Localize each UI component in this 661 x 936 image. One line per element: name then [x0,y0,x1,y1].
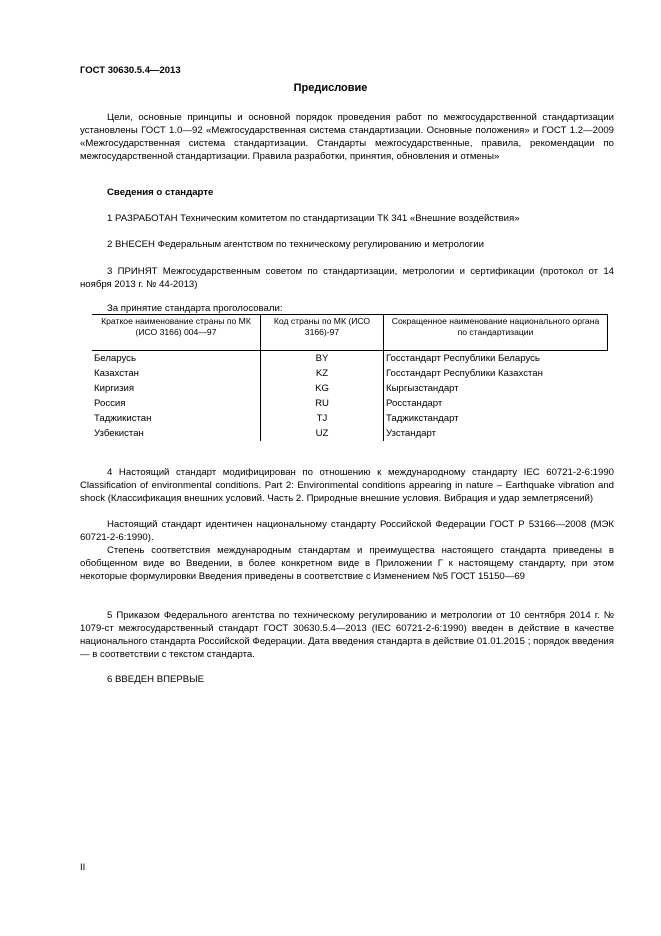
item-conformity: Степень соответствия международным стандартам и преимущества настоящего стандарта приведены в обобщенном виде во Введении, в более конкретном виде в Приложении Г к настоящему стандарту, при этом некоторые формулировки Введения приведены в соответствие с Изменением №5 ГОСТ 15150—69 [80,545,614,582]
table-header-row [92,315,608,351]
item-adopted: 3 ПРИНЯТ Межгосударственным советом по стандартизации, метрологии и сертификации (протокол от 14 ноября 2013 г. № 44-2013) [80,266,614,290]
table-row [92,411,608,426]
item-order: 5 Приказом Федерального агентства по техническому регулированию и метрологии от 10 сентября 2014 г. № 1079-ст межгосударственный стандарт ГОСТ 30630.5.4—2013 (IEC 60721-2-6:1990) введен в действие в качестве национального стандарта Российской Федерации. Дата введения стандарта в действие 01.01.2015 ; порядок введения — в соответствии с текстом стандарта. [80,610,614,660]
national-body: Кыргызстандарт [386,383,459,394]
national-body: Росстандарт [386,398,443,409]
item-first-introduced: 6 ВВЕДЕН ВПЕРВЫЕ [107,674,205,685]
item-submitted: 2 ВНЕСЕН Федеральным агентством по техническому регулированию и метрологии [107,239,485,250]
header-country-name: Краткое наименование страны по МК (ИСО 3166) 004—97 [92,315,261,351]
table-row [92,426,608,441]
item-developed: 1 РАЗРАБОТАН Техническим комитетом по стандартизации ТК 341 «Внешние воздействия» [107,213,520,224]
country-code: TJ [261,411,384,426]
info-heading: Сведения о стандарте [107,187,214,198]
table-row [92,381,608,396]
country-code: KZ [261,366,384,381]
header-country-code: Код страны по МК (ИСО 3166)-97 [261,315,384,351]
page-title: Предисловие [293,82,368,94]
page-number: II [80,862,86,873]
country-code: BY [261,351,384,367]
national-body: Госстандарт Республики Казахстан [386,368,543,379]
country-name: Беларусь [92,351,261,367]
country-name: Казахстан [92,366,261,381]
item-identical: Настоящий стандарт идентичен национальному стандарту Российской Федерации ГОСТ Р 53166—2008 (МЭК 60721-2-6:1990). [80,519,614,543]
national-body: Узстандарт [386,428,437,439]
table-row [92,351,608,367]
country-name: Киргизия [92,381,261,396]
intro-paragraph: Цели, основные принципы и основной порядок проведения работ по межгосударственной стандартизации установлены ГОСТ 1.0—92 «Межгосударственная система стандартизации. Основные положения» и ГОСТ 1.2—2009 «Межгосударственная система стандартизации. Стандарты межгосударственные, правила, рекомендации по межгосударственной стандартизации. Правила разработки, принятия, обновления и отмены» [80,112,614,162]
country-name: Таджикистан [92,411,261,426]
header-national-body: Сокращенное наименование национального органа по стандартизации [384,315,608,351]
country-name: Россия [92,396,261,411]
table-row [92,366,608,381]
country-code: RU [261,396,384,411]
country-name: Узбекистан [92,426,261,441]
country-code: KG [261,381,384,396]
country-code: UZ [261,426,384,441]
national-body: Таджикстандарт [386,413,459,424]
item-modified: 4 Настоящий стандарт модифицирован по отношению к международному стандарту IEC 60721-2-6:1990 Classification of environmental conditions. Part 2: Environmental conditions appearing in nature – Earthquake vibration and shock (Классификация внешних условий. Часть 2. Природные внешние условия. Вибрация и удар землетрясений) [80,467,614,504]
states-table [92,314,608,441]
document-code: ГОСТ 30630.5.4—2013 [80,65,181,76]
table-row [92,396,608,411]
national-body: Госстандарт Республики Беларусь [386,353,540,364]
vote-caption: За принятие стандарта проголосовали: [107,303,283,314]
